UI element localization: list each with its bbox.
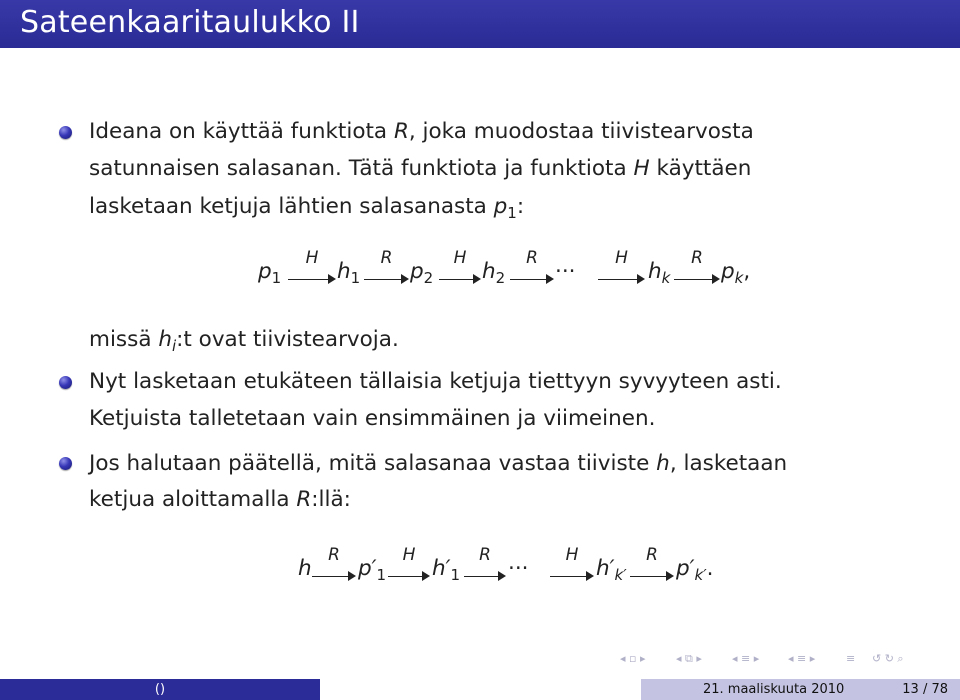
formula-term: $p_1$	[258, 259, 282, 287]
chain-formula-1	[258, 248, 778, 288]
bullet-3-line-1: Jos halutaan päätellä, mitä salasanaa vastaa tiiviste h, lasketaan	[89, 451, 788, 476]
nav-prev-doc-icon[interactable]: ◂ ≡ ▸	[788, 652, 816, 665]
bullet-icon	[59, 376, 72, 389]
bullet-1-line-2: satunnaisen salasanan. Tätä funktiota ja funktiota H käyttäen	[89, 156, 752, 181]
bullet-icon	[59, 457, 72, 470]
arrow-icon: R	[464, 555, 506, 583]
bullet-1-after-formula: missä $h_i:t$ ovat tiivistearvoja.	[89, 327, 399, 355]
arrow-icon: R	[312, 555, 356, 583]
slide-title: Sateenkaaritaulukko II	[20, 5, 360, 40]
formula-term: $p'_{k'}$.	[676, 556, 714, 584]
footer	[0, 679, 960, 700]
nav-prev-section-icon[interactable]: ◂ ≡ ▸	[732, 652, 760, 665]
footer-page-number: 13 / 78	[902, 682, 948, 697]
arrow-icon: R	[674, 258, 720, 286]
arrow-icon: R	[510, 258, 554, 286]
formula-term: $p_2$	[410, 259, 434, 287]
footer-date: 21. maaliskuuta 2010	[703, 682, 845, 697]
arrow-icon: H	[598, 258, 645, 286]
formula-term: $h'_{k'}$	[596, 556, 627, 584]
nav-doc-icon[interactable]: ≡	[846, 652, 856, 665]
chain-formula-2	[298, 545, 748, 587]
formula-term: $h_2$	[482, 259, 506, 287]
navigation-controls	[620, 652, 950, 666]
nav-prev-subsection-icon[interactable]: ◂ ⧉ ▸	[676, 652, 702, 665]
bullet-2-line-2: Ketjuista talletetaan vain ensimmäinen ja viimeinen.	[89, 406, 656, 431]
arrow-icon: R	[364, 258, 409, 286]
arrow-icon: H	[439, 258, 481, 286]
ellipsis: ···	[555, 259, 576, 284]
formula-term: $p_k$,	[721, 259, 751, 287]
bullet-icon	[59, 126, 72, 139]
formula-term: h	[298, 556, 312, 581]
footer-author: ()	[0, 679, 320, 700]
ellipsis: ···	[508, 556, 529, 581]
footer-info	[641, 679, 960, 700]
bullet-2-line-1: Nyt lasketaan etukäteen tällaisia ketjuja tiettyyn syvyyteen asti.	[89, 369, 782, 394]
arrow-icon: H	[550, 555, 594, 583]
nav-prev-frame-icon[interactable]: ◂ ▫ ▸	[620, 652, 646, 665]
formula-term: $p'_1$	[358, 556, 387, 584]
nav-search-icon[interactable]: ↺ ↻ ⌕	[872, 652, 904, 665]
formula-term: $h_k$	[648, 259, 671, 287]
arrow-icon: H	[388, 555, 430, 583]
bullet-1-line-1: Ideana on käyttää funktiota R, joka muodostaa tiivistearvosta	[89, 119, 754, 144]
formula-term: $h'_1$	[432, 556, 461, 584]
formula-term: $h_1$	[337, 259, 361, 287]
bullet-3-line-2: ketjua aloittamalla R:llä:	[89, 487, 351, 512]
arrow-icon: R	[630, 555, 674, 583]
arrow-icon: H	[288, 258, 336, 286]
bullet-1-line-3: lasketaan ketjuja lähtien salasanasta $p_1$:	[89, 194, 525, 222]
